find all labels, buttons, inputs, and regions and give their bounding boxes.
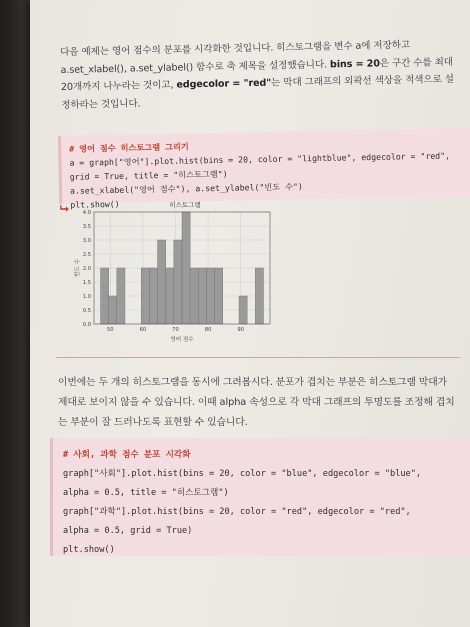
code-line: grid = True, title = "히스토그램") xyxy=(69,168,228,182)
x-ticks xyxy=(107,327,244,333)
y-tick-label: 3.0 xyxy=(82,237,91,244)
code-line: alpha = 0.5, grid = True) xyxy=(63,526,193,536)
histogram-bar xyxy=(255,268,263,324)
histogram-bar xyxy=(190,268,198,324)
bins-keyword: bins = 20 xyxy=(329,57,380,70)
code-line: alpha = 0.5, title = "히스토그램") xyxy=(63,488,229,498)
histogram-bar xyxy=(166,268,174,324)
y-tick-label: 1.0 xyxy=(82,293,91,300)
code-comment-title: # 영어 점수 히스토그램 그리기 xyxy=(69,141,189,154)
histogram-bar xyxy=(206,268,214,324)
code-line: graph["과학"].plot.hist(bins = 20, color = "red", edgecolor = "red", xyxy=(63,507,411,517)
paragraph-intro xyxy=(60,36,456,114)
histogram-bar xyxy=(117,268,125,324)
histogram-bar xyxy=(174,240,182,324)
y-tick-label: 0.5 xyxy=(82,307,91,314)
x-tick-label: 80 xyxy=(204,327,212,333)
y-axis-label: 빈도 수 xyxy=(75,259,81,277)
y-tick-label: 1.5 xyxy=(82,279,91,286)
paragraph-overlap: 이번에는 두 개의 히스토그램을 동시에 그려봅시다. 분포가 겹치는 부분은 히스토그램 막대가 제대로 보이지 않을 수 있습니다. 이때 alpha 속성으로 각 막대 그래프의 투명도를 조정해 겹치는 부분이 잘 드러나도록 표현할 수 있습니다. xyxy=(58,377,455,428)
y-tick-label: 2.0 xyxy=(82,265,91,272)
histogram-bar xyxy=(182,212,190,324)
histogram-bar xyxy=(215,268,223,324)
chart-title: 히스토그램 xyxy=(169,201,201,209)
histogram-bar xyxy=(101,268,109,324)
histogram-bar xyxy=(109,296,117,324)
y-tick-label: 0.0 xyxy=(82,321,91,328)
x-tick-label: 50 xyxy=(106,327,114,333)
y-tick-label: 3.5 xyxy=(82,223,91,230)
x-tick-label: 60 xyxy=(139,327,147,333)
y-tick-label: 4.0 xyxy=(82,209,91,216)
code-comment-title: # 사회, 과학 점수 분포 시각화 xyxy=(63,450,191,460)
code-line: a = graph["영어"].plot.hist(bins = 20, color = "lightblue", edgecolor = "red", xyxy=(69,150,451,168)
y-ticks xyxy=(83,210,91,328)
x-tick-label: 70 xyxy=(172,327,179,333)
histogram-chart xyxy=(70,198,280,348)
histogram-bar xyxy=(198,268,206,324)
code-block-social-science-histogram xyxy=(50,438,470,556)
output-arrow-icon: ⮡ xyxy=(60,202,69,215)
code-line: graph["사회"].plot.hist(bins = 20, color = "blue", edgecolor = "blue", xyxy=(63,469,422,479)
paragraph-intro-text-b: 은 구간 수를 최대 20개까지 나누라는 것이고, xyxy=(60,56,453,93)
y-tick-label: 2.5 xyxy=(82,251,91,258)
histogram-svg xyxy=(70,198,280,348)
histogram-bar xyxy=(149,268,157,324)
code-line: plt.show() xyxy=(70,198,120,210)
edgecolor-keyword: edgecolor = "red" xyxy=(176,77,272,91)
code-block-english-histogram xyxy=(58,128,470,210)
x-tick-label: 90 xyxy=(237,327,244,333)
x-axis-label: 영어 점수 xyxy=(170,337,194,343)
section-divider xyxy=(56,357,460,358)
paragraph-intro-text-c: 는 막대 그래프의 외곽선 색상을 적색으로 설정하라는 것입니다. xyxy=(61,73,454,111)
histogram-bar xyxy=(141,268,149,324)
dark-background-edge xyxy=(0,0,30,627)
code-line: a.set_xlabel("영어 점수"), a.set_ylabel("빈도 수") xyxy=(69,181,303,196)
code-line: plt.show() xyxy=(63,545,115,555)
histogram-bar xyxy=(158,240,166,324)
histogram-bar xyxy=(239,296,247,324)
paragraph-intro-text-a: 다음 예제는 영어 점수의 분포를 시각화한 것입니다. 히스토그램을 변수 a에 저장하고 a.set_xlabel(), a.set_ylabel() 함수로 축 제목을 설정했습니다. xyxy=(60,39,411,76)
